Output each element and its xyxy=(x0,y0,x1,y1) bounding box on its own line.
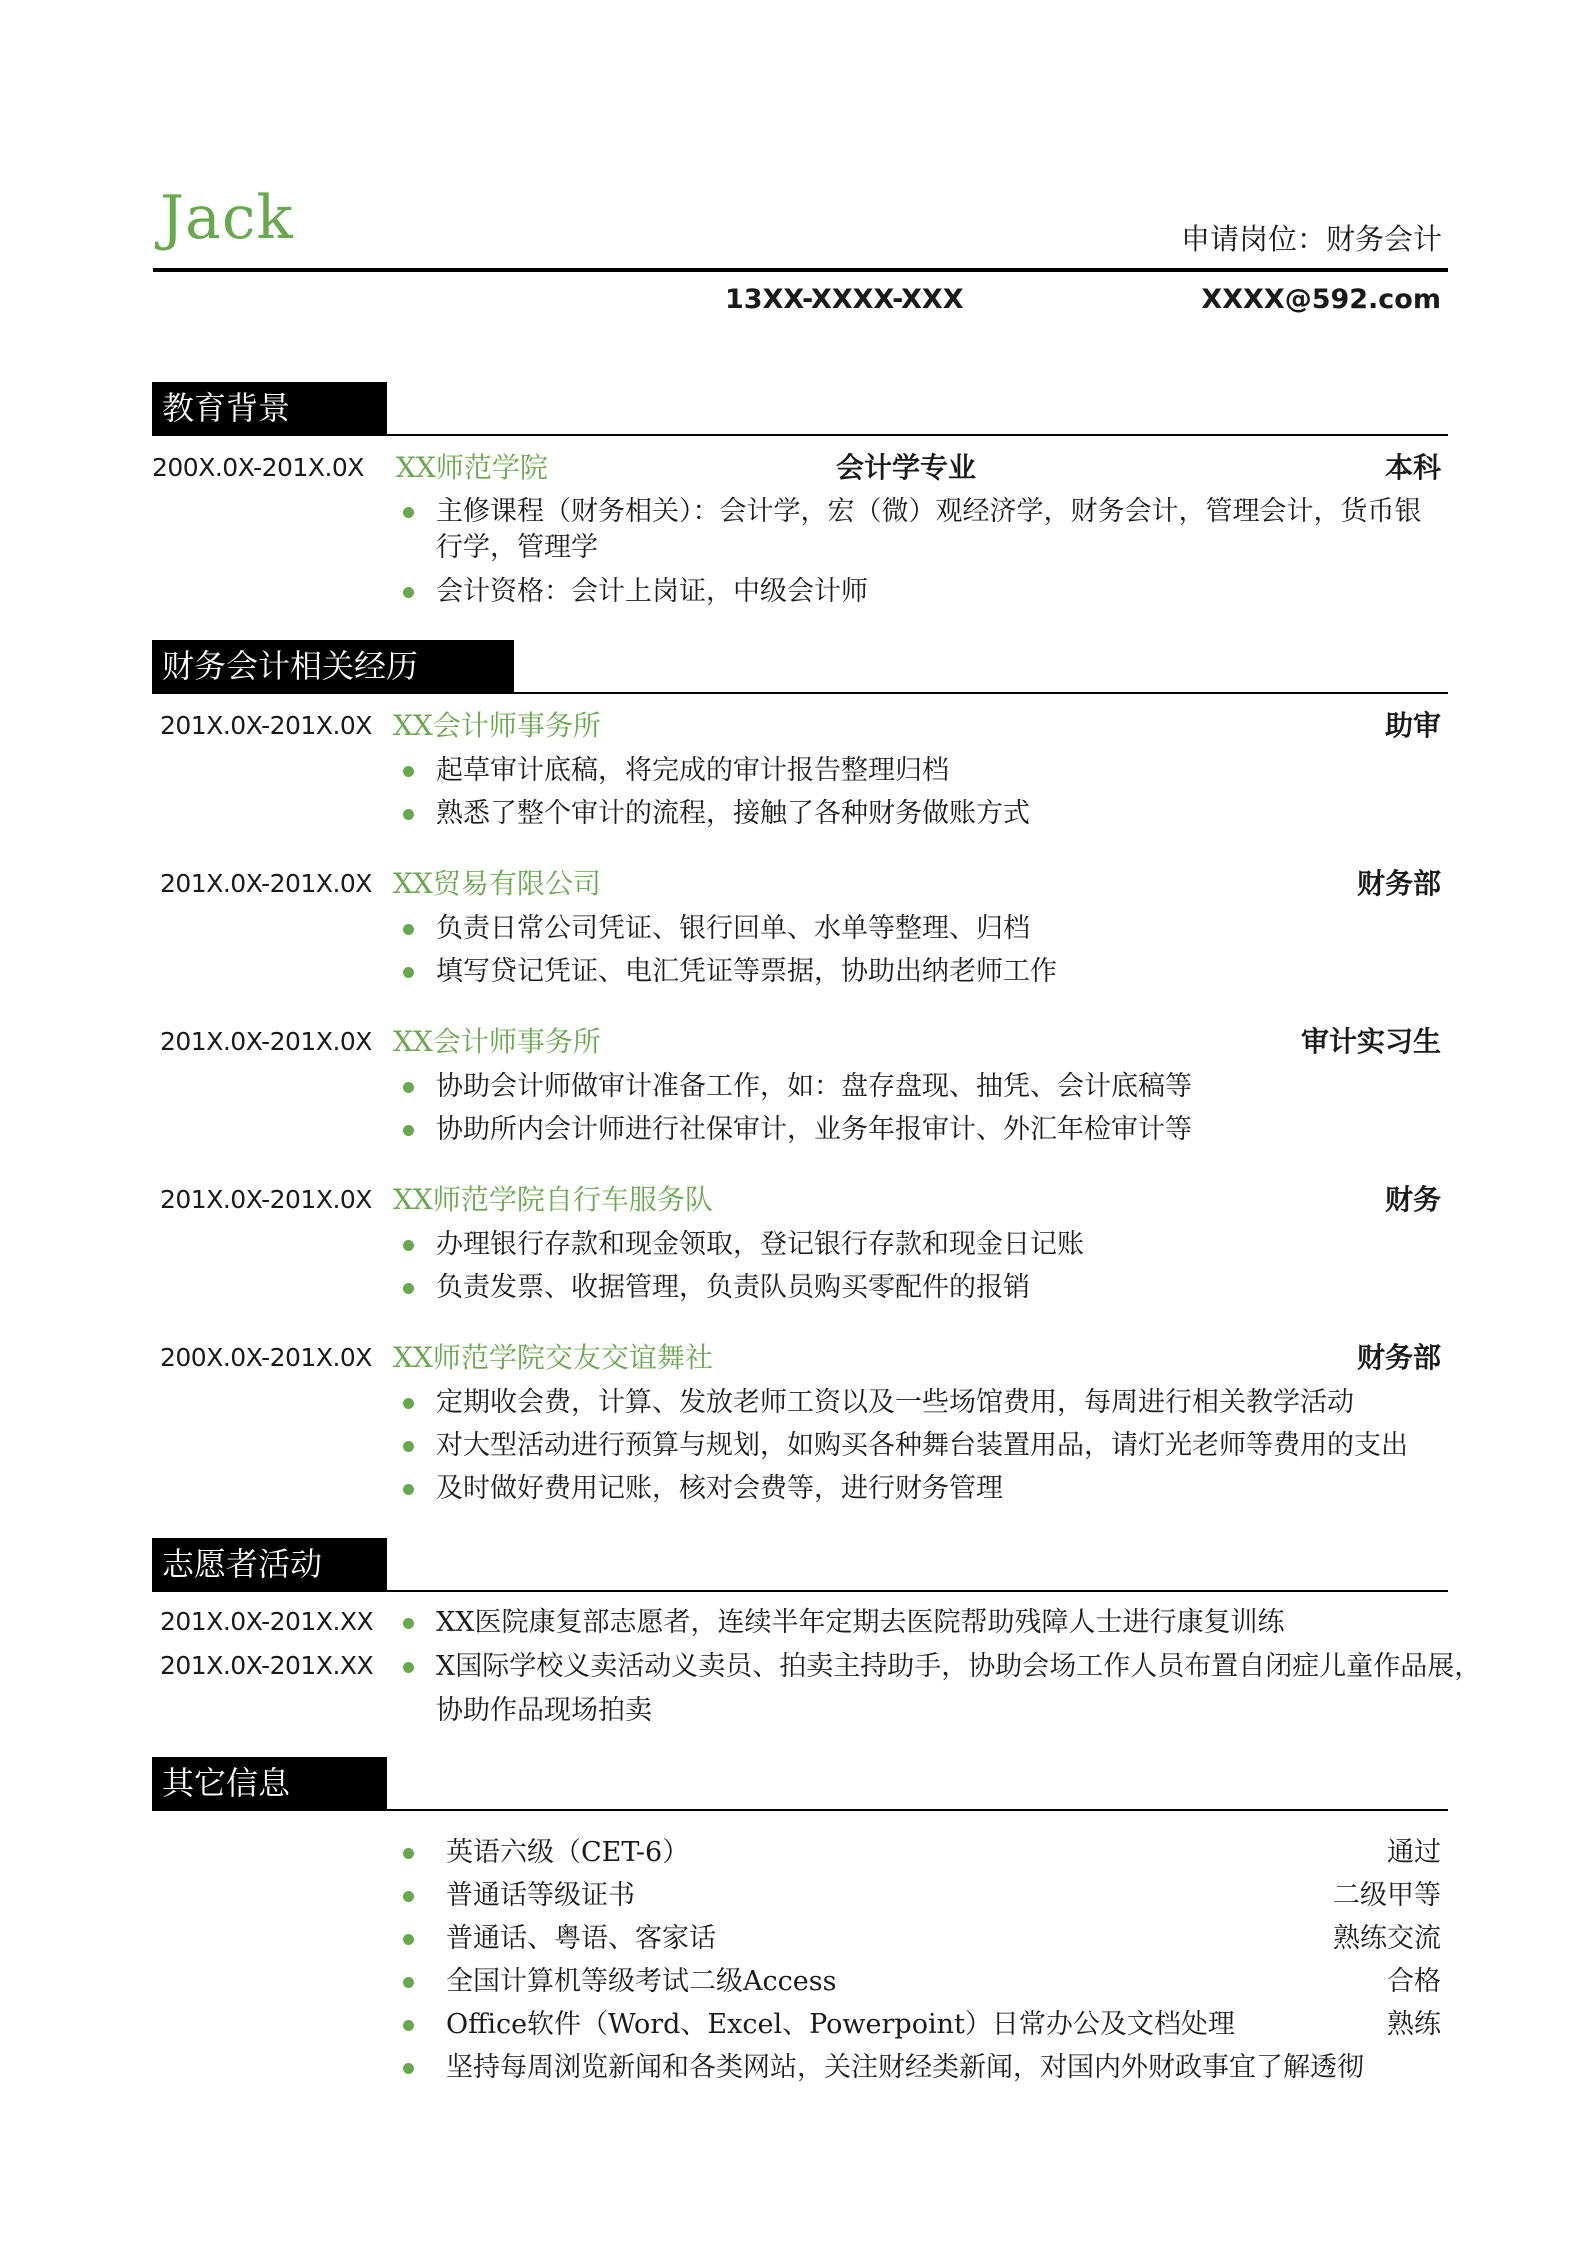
experience-bullet: 协助所内会计师进行社保审计，业务年报审计、外汇年检审计等 xyxy=(436,1114,1192,1145)
bullet-dot xyxy=(403,1240,414,1251)
bullet-dot xyxy=(403,1082,414,1093)
experience-bullet: 办理银行存款和现金领取，登记银行存款和现金日记账 xyxy=(436,1229,1084,1260)
other-item-value: 二级甲等 xyxy=(1333,1880,1441,1911)
experience-bullet: 熟悉了整个审计的流程，接触了各种财务做账方式 xyxy=(436,798,1030,829)
experience-bullet: 负责发票、收据管理，负责队员购买零配件的报销 xyxy=(436,1272,1030,1303)
experience-role: 财务 xyxy=(1384,1183,1441,1216)
bullet-dot xyxy=(403,1891,414,1902)
volunteer-item-continued: 协助作品现场拍卖 xyxy=(436,1695,652,1726)
bullet-dot xyxy=(403,1662,414,1673)
other-item-value: 熟练交流 xyxy=(1333,1923,1441,1954)
section-divider xyxy=(152,1809,1448,1811)
volunteer-date: 201X.0X-201X.XX xyxy=(160,1651,374,1680)
bullet-dot xyxy=(403,1125,414,1136)
other-item: 英语六级（CET-6） xyxy=(446,1837,690,1868)
experience-bullet: 定期收会费，计算、发放老师工资以及一些场馆费用，每周进行相关教学活动 xyxy=(436,1387,1354,1418)
bullet-dot xyxy=(403,2063,414,2074)
major: 会计学专业 xyxy=(836,451,977,484)
section-divider xyxy=(152,1590,1448,1592)
experience-org: XX贸易有限公司 xyxy=(393,867,601,900)
bullet-dot xyxy=(403,1484,414,1495)
bullet-dot xyxy=(403,924,414,935)
experience-role: 助审 xyxy=(1384,709,1441,742)
section-divider xyxy=(152,692,1448,694)
bullet-dot xyxy=(403,1848,414,1859)
bullet-dot xyxy=(403,1618,414,1629)
experience-role: 财务部 xyxy=(1356,1341,1441,1374)
volunteer-item: XX医院康复部志愿者，连续半年定期去医院帮助残障人士进行康复训练 xyxy=(436,1607,1285,1638)
header-divider xyxy=(153,268,1448,272)
school-name: XX师范学院 xyxy=(396,451,548,484)
bullet-dot xyxy=(403,1977,414,1988)
section-title-education: 教育背景 xyxy=(152,382,387,435)
other-item: Office软件（Word、Excel、Powerpoint）日常办公及文档处理 xyxy=(446,2009,1235,2040)
bullet-dot xyxy=(403,967,414,978)
bullet-dot xyxy=(403,1934,414,1945)
experience-date: 201X.0X-201X.0X xyxy=(160,869,372,898)
experience-bullet: 起草审计底稿，将完成的审计报告整理归档 xyxy=(436,755,949,786)
bullet-dot xyxy=(403,507,414,518)
bullet-dot xyxy=(403,1283,414,1294)
degree: 本科 xyxy=(1384,451,1441,484)
volunteer-item: X国际学校义卖活动义卖员、拍卖主持助手，协助会场工作人员布置自闭症儿童作品展， xyxy=(436,1651,1482,1682)
section-title-other: 其它信息 xyxy=(152,1757,387,1810)
volunteer-date: 201X.0X-201X.XX xyxy=(160,1607,374,1636)
experience-date: 200X.0X-201X.0X xyxy=(160,1343,372,1372)
experience-bullet: 协助会计师做审计准备工作，如：盘存盘现、抽凭、会计底稿等 xyxy=(436,1071,1192,1102)
experience-bullet: 对大型活动进行预算与规划，如购买各种舞台装置用品，请灯光老师等费用的支出 xyxy=(436,1430,1408,1461)
bullet-dot xyxy=(403,766,414,777)
phone-number: 13XX-XXXX-XXX xyxy=(725,284,964,315)
education-bullet: 会计资格：会计上岗证，中级会计师 xyxy=(436,576,868,607)
other-item-value: 合格 xyxy=(1387,1966,1441,1997)
education-date: 200X.0X-201X.0X xyxy=(152,453,364,482)
experience-org: XX会计师事务所 xyxy=(393,1025,601,1058)
section-title-volunteer: 志愿者活动 xyxy=(152,1538,387,1591)
experience-date: 201X.0X-201X.0X xyxy=(160,1027,372,1056)
other-item-value: 通过 xyxy=(1387,1837,1441,1868)
experience-bullet: 负责日常公司凭证、银行回单、水单等整理、归档 xyxy=(436,913,1030,944)
bullet-dot xyxy=(403,809,414,820)
experience-org: XX师范学院自行车服务队 xyxy=(393,1183,713,1216)
applied-position: 申请岗位：财务会计 xyxy=(1180,222,1442,256)
experience-bullet: 及时做好费用记账，核对会费等，进行财务管理 xyxy=(436,1473,1003,1504)
education-bullet: 行学，管理学 xyxy=(436,532,598,563)
experience-role: 财务部 xyxy=(1356,867,1441,900)
experience-org: XX会计师事务所 xyxy=(393,709,601,742)
experience-bullet: 填写贷记凭证、电汇凭证等票据，协助出纳老师工作 xyxy=(436,956,1057,987)
other-item: 普通话等级证书 xyxy=(446,1880,635,1911)
candidate-name: Jack xyxy=(160,183,294,253)
education-bullet: 主修课程（财务相关）：会计学，宏（微）观经济学，财务会计，管理会计，货币银 xyxy=(436,496,1422,527)
experience-org: XX师范学院交友交谊舞社 xyxy=(393,1341,713,1374)
email-address: XXXX@592.com xyxy=(1201,284,1441,315)
experience-role: 审计实习生 xyxy=(1300,1025,1441,1058)
bullet-dot xyxy=(403,1441,414,1452)
other-item: 全国计算机等级考试二级Access xyxy=(446,1966,837,1997)
experience-date: 201X.0X-201X.0X xyxy=(160,711,372,740)
experience-date: 201X.0X-201X.0X xyxy=(160,1185,372,1214)
other-item-value: 熟练 xyxy=(1387,2009,1441,2040)
other-item: 坚持每周浏览新闻和各类网站，关注财经类新闻，对国内外财政事宜了解透彻 xyxy=(446,2052,1364,2083)
section-divider xyxy=(152,434,1448,436)
section-title-experience: 财务会计相关经历 xyxy=(152,640,514,693)
bullet-dot xyxy=(403,1398,414,1409)
bullet-dot xyxy=(403,587,414,598)
bullet-dot xyxy=(403,2020,414,2031)
other-item: 普通话、粤语、客家话 xyxy=(446,1923,716,1954)
